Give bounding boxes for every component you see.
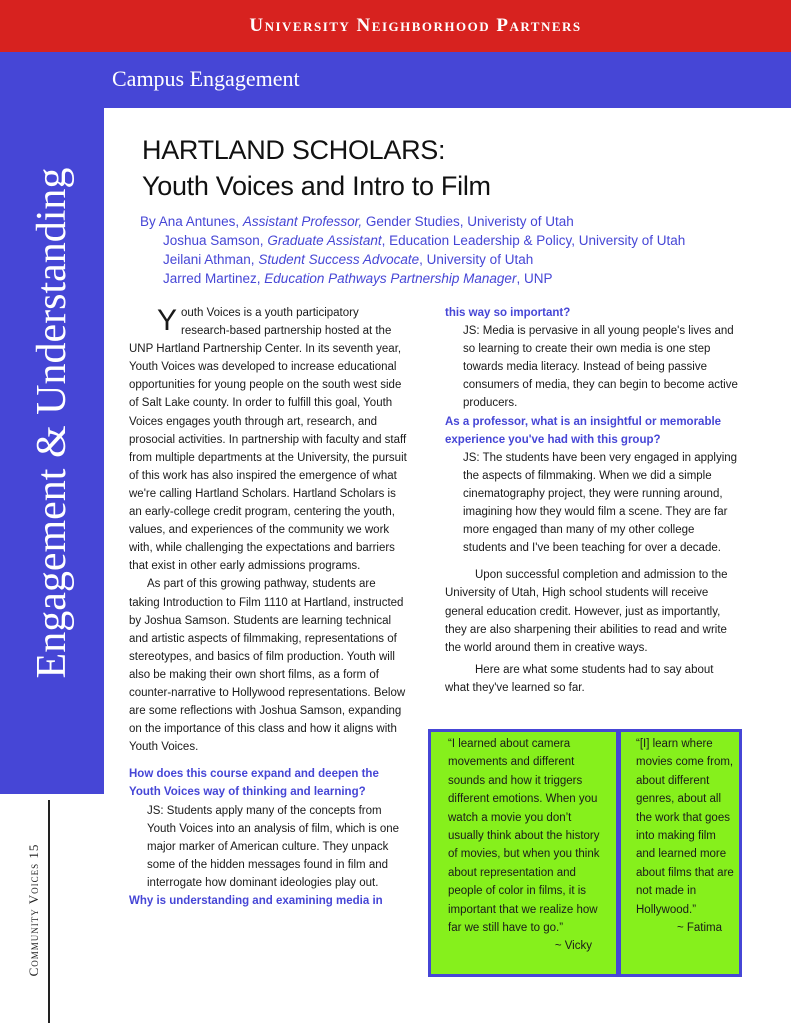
quotes-divider xyxy=(616,729,621,977)
article-column-left xyxy=(129,304,409,910)
byline-author-3: Jeilani Athman, Student Success Advocate, University of Utah xyxy=(163,252,534,267)
byline xyxy=(140,212,685,288)
student-quote-fatima xyxy=(636,735,736,937)
dropcap: Y xyxy=(157,304,178,337)
footer-rule xyxy=(48,800,50,1023)
organization-name: University Neighborhood Partners xyxy=(249,15,582,36)
title-line-2: Youth Voices and Intro to Film xyxy=(142,171,491,201)
title-line-1: HARTLAND SCHOLARS: xyxy=(142,135,446,165)
answer-3: JS: The students have been very engaged in applying the aspects of filmmaking. When we did a simple cinematography project, they were running around, imagining how they would film a scene. They are far more engaged than many of my other college students and I've been teaching for over a decade. xyxy=(463,451,738,555)
quote-text: “I learned about camera movements and different sounds and how it triggers different emotions. When you watch a movie you don’t usually think about the history of movies, but when you think about representation and people of color in films, it is important that we realize how far we still have to go.” xyxy=(448,738,600,935)
question-2-part-2: this way so important? xyxy=(445,307,571,319)
question-3: As a professor, what is an insightful or memorable experience you've had with this group? xyxy=(445,415,722,446)
byline-author-2: Joshua Samson, Graduate Assistant, Education Leadership & Policy, University of Utah xyxy=(163,233,686,248)
question-1: How does this course expand and deepen the Youth Voices way of thinking and learning? xyxy=(129,768,379,799)
quote-author: ~ Fatima xyxy=(676,922,722,935)
quote-author: ~ Vicky xyxy=(554,940,592,953)
vertical-section-title: Engagement & Understanding xyxy=(29,167,75,679)
answer-2: JS: Media is pervasive in all young people's lives and so learning to create their own media is one step towards media literacy. Instead of being passive consumers of media, they can begin to become active producers. xyxy=(463,325,738,410)
byline-author-1: By Ana Antunes, Assistant Professor, Gender Studies, Univeristy of Utah xyxy=(140,214,574,229)
answer-1: JS: Students apply many of the concepts from Youth Voices into an analysis of film, which is one major marker of American culture. They unpack some of the hidden messages found in film and interrogate how dominant ideologies play out. xyxy=(147,804,400,889)
intro-paragraph: Youth Voices is a youth participatory research-based partnership hosted at the UNP Hartland Partnership Center. In its seventh year, Youth Voices was developed to increase educational opportunities for young people on the south west side of Salt Lake county. In order to fulfill this goal, Youth Voices engages youth through art, research, and prosocial activities. In partnership with faculty and staff from multiple departments at the University, the pursuit of this work has also inspired the emergence of what we're calling Hartland Scholars. Hartland Scholars is an early-college credit program, centering the youth, values, and experiences of the community we work with, while challenging the expectations and barriers that exist in other early admissions programs. xyxy=(129,304,407,573)
paragraph-3: Upon successful completion and admission to the University of Utah, High school students will receive general education credit. However, just as importantly, they are also sharpening their abilities to read and write the world around them in creative ways. xyxy=(445,569,728,654)
question-2-part-1: Why is understanding and examining media in xyxy=(129,895,383,907)
article-column-right xyxy=(445,304,740,697)
top-banner xyxy=(0,0,791,52)
paragraph-4: Here are what some students had to say about what they've learned so far. xyxy=(445,663,714,694)
quote-text: “[I] learn where movies come from, about different genres, about all the work that goes into making film and learned more about films that are not made in Hollywood.” xyxy=(636,738,734,916)
byline-author-4: Jarred Martinez, Education Pathways Partnership Manager, UNP xyxy=(163,271,553,286)
section-title: Campus Engagement xyxy=(112,66,300,91)
page-footer: Community Voices 15 xyxy=(26,843,41,977)
student-quote-vicky xyxy=(448,735,608,956)
paragraph-2: As part of this growing pathway, students are taking Introduction to Film 1110 at Hartland, instructed by Joshua Samson. Students are learning technical and artistic aspects of filmmaking, representations of stereotypes, and basics of film production. Youth will also be making their own short films, as a form of counter-narrative to Hollywood representations. Below are some reflections with Joshua Samson, expanding on the importance of this class and how it aligns with Youth Voices. xyxy=(129,578,406,754)
article-title xyxy=(142,132,491,204)
